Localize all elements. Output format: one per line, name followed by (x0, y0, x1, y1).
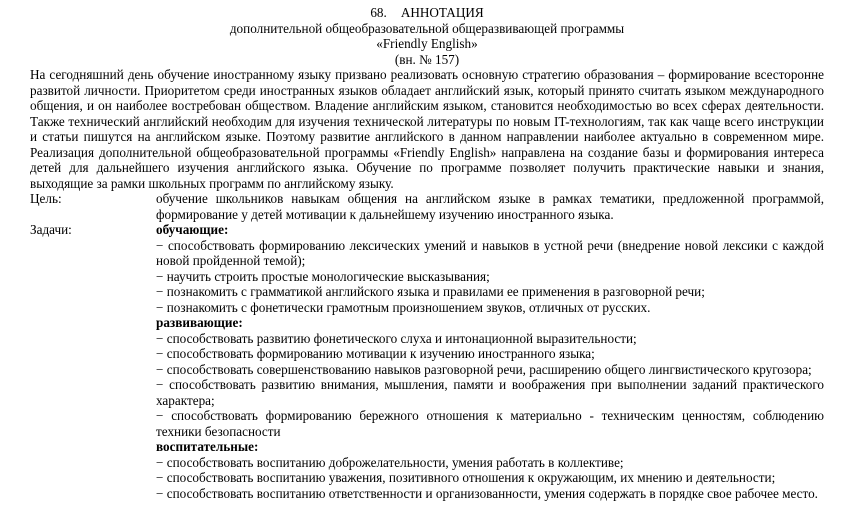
task-group-title-educational: обучающие: (156, 222, 229, 237)
task-item: − способствовать развитию фонетического слуха и интонационной выразительности; (156, 330, 637, 346)
document-header (30, 5, 824, 67)
task-item: − способствовать формированию лексических умений и навыков в устной речи (внедрение новой лексики с каждой новой пройденной темой); (156, 237, 824, 268)
tasks-row (30, 222, 824, 501)
program-subtitle: дополнительной общеобразовательной общеразвивающей программы (229, 20, 625, 36)
task-group-title-educative: воспитательные: (156, 439, 259, 454)
task-item: − способствовать совершенствованию навыков разговорной речи, расширению общего лингвистического кругозора; (156, 361, 812, 377)
internal-number: (вн. № 157) (394, 51, 460, 67)
program-name: «Friendly English» (376, 36, 478, 51)
goal-text: обучение школьников навыкам общения на английском языке в рамках тематики, предложенной программой, формирование у детей мотивации к дальнейшему изучению иностранного языка. (156, 191, 824, 222)
task-item: − познакомить с грамматикой английского языка и правилами ее применения в разговорной речи; (156, 284, 705, 299)
document-page (30, 5, 824, 501)
annotation-number: 68. (370, 5, 387, 20)
goal-row (30, 191, 824, 222)
task-item: − способствовать воспитанию доброжелательности, умения работать в коллективе; (156, 454, 624, 470)
header-title-line (30, 5, 824, 21)
tasks-label: Задачи: (30, 222, 72, 237)
tasks-content (156, 222, 824, 501)
task-item: − способствовать воспитанию ответственности и организованности, умения содержать в порядке свое рабочее место. (156, 485, 818, 501)
goal-label: Цель: (30, 191, 62, 206)
task-group-title-developmental: развивающие: (156, 315, 243, 330)
annotation-title: АННОТАЦИЯ (400, 5, 484, 20)
task-item: − способствовать формированию бережного отношения к материально - техническим ценностям, соблюдению техники безопасности (156, 408, 824, 439)
task-item: − способствовать формированию мотивации к изучению иностранного языка; (156, 346, 595, 361)
task-item: − познакомить с фонетически грамотным произношением звуков, отличных от русских. (156, 299, 651, 315)
task-item: − научить строить простые монологические высказывания; (156, 268, 490, 284)
task-item: − способствовать развитию внимания, мышления, памяти и воображения при выполнении заданий практического характера; (156, 377, 824, 408)
task-item: − способствовать воспитанию уважения, позитивного отношения к окружающим, их мнению и деятельности; (156, 470, 776, 485)
intro-paragraph: На сегодняшний день обучение иностранному языку призвано реализовать основную стратегию образования – формирование всесторонне развитой личности. Приоритетом среди иностранных языков обладает английский язык, который принято считать языком международного общения, и он наиболее востребован обществом. Владение английским языком, становится необходимостью во всех сферах деятельности. Также технический английский необходим для изучения технической литературы по новым IT-технологиям, так как чаще всего инструкции и статьи пишутся на английском языке. Поэтому развитие английского в данном направлении наиболее актуально в современном мире. Реализация дополнительной общеобразовательной программы «Friendly English» направлена на создание базы и формирования интереса детей для дальнейшего изучения английского языка. Обучение по программе позволяет получить практические навыки и знания, выходящие за рамки школьных программ по английскому языку. (30, 67, 824, 191)
